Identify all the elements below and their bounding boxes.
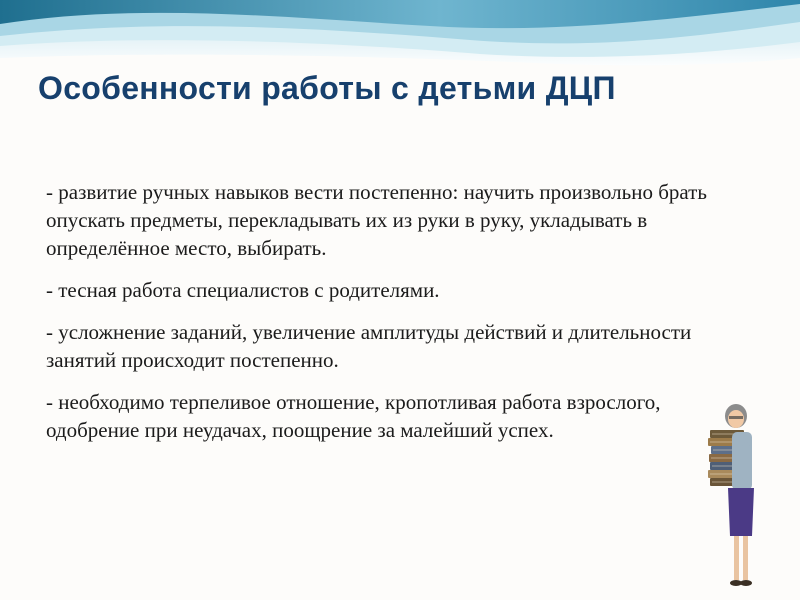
bullet-manual-skills: - развитие ручных навыков вести постепенно: научить произвольно брать опускать предметы, перекладывать их из руки в руку, укладывать в определённое место, выбирать. [46, 180, 707, 260]
wave-header-decoration [0, 0, 800, 70]
bullet-task-complexity: - усложнение заданий, увеличение амплитуды действий и длительности занятий происходит постепенно. [46, 320, 692, 372]
slide-body [46, 178, 746, 458]
bullet-parents-collaboration: - тесная работа специалистов с родителями. [46, 278, 440, 302]
teacher-carrying-books-icon [696, 402, 768, 592]
slide-title: Особенности работы с детьми ДЦП [38, 70, 616, 106]
bullet-patient-attitude: - необходимо терпеливое отношение, кропотливая работа взрослого, одобрение при неудачах, поощрение за малейший успех. [46, 390, 661, 442]
